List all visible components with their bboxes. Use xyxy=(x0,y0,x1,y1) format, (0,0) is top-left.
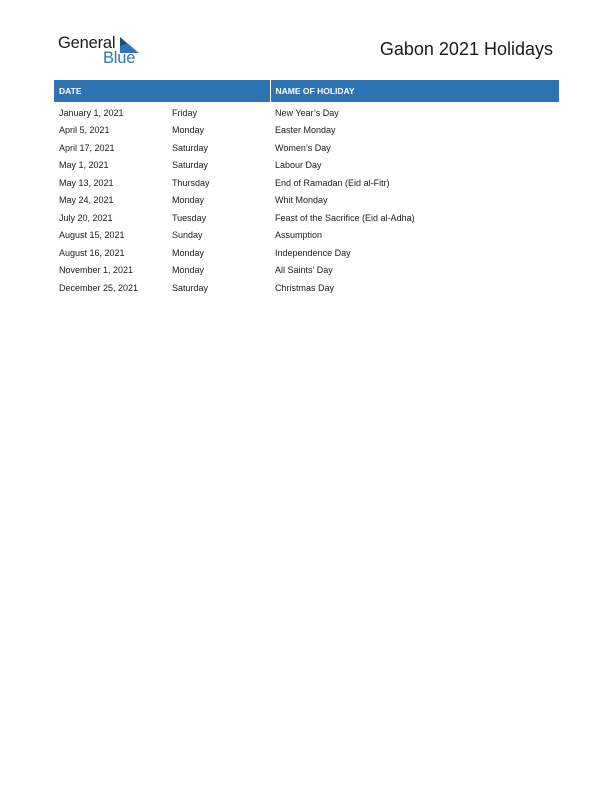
generalblue-logo xyxy=(58,34,148,70)
holiday-date-cell: August 16, 2021 xyxy=(59,247,125,258)
holiday-name-cell: End of Ramadan (Eid al-Fitr) xyxy=(275,177,390,188)
holiday-date-cell: January 1, 2021 xyxy=(59,107,124,118)
holiday-date-cell: November 1, 2021 xyxy=(59,265,134,276)
holiday-name-cell: New Year’s Day xyxy=(275,107,339,118)
holiday-name-cell: Labour Day xyxy=(275,160,322,171)
holidays-table xyxy=(54,80,559,297)
holiday-weekday-cell: Monday xyxy=(172,195,205,206)
holiday-date-cell: July 20, 2021 xyxy=(59,212,113,223)
holiday-date-cell: April 5, 2021 xyxy=(59,125,110,136)
holiday-weekday-cell: Monday xyxy=(172,247,205,258)
table-header-row xyxy=(54,80,559,102)
holiday-name-cell: All Saints’ Day xyxy=(275,265,333,276)
logo-word-blue: Blue xyxy=(103,49,136,67)
holiday-weekday-cell: Saturday xyxy=(172,142,209,153)
table-row xyxy=(54,244,559,262)
column-header-holiday-name: NAME OF HOLIDAY xyxy=(270,80,559,102)
holiday-date-cell: April 17, 2021 xyxy=(59,142,115,153)
table-row xyxy=(54,157,559,175)
table-row xyxy=(54,279,559,297)
table-row xyxy=(54,139,559,157)
holiday-name-cell: Christmas Day xyxy=(275,282,335,293)
holiday-weekday-cell: Monday xyxy=(172,125,205,136)
table-row xyxy=(54,262,559,280)
table-row xyxy=(54,174,559,192)
table-row xyxy=(54,227,559,245)
holiday-weekday-cell: Monday xyxy=(172,265,205,276)
page-title: Gabon 2021 Holidays xyxy=(379,39,553,59)
table-row xyxy=(54,102,559,122)
holiday-date-cell: August 15, 2021 xyxy=(59,230,125,241)
holiday-weekday-cell: Saturday xyxy=(172,160,209,171)
table-row xyxy=(54,122,559,140)
column-header-date: DATE xyxy=(54,80,270,102)
table-row xyxy=(54,192,559,210)
holiday-weekday-cell: Thursday xyxy=(172,177,210,188)
holiday-weekday-cell: Saturday xyxy=(172,282,209,293)
holiday-weekday-cell: Friday xyxy=(172,107,198,118)
table-body xyxy=(54,102,559,297)
holiday-name-cell: Assumption xyxy=(275,230,323,241)
logo-word-general: General xyxy=(58,34,116,52)
holiday-name-cell: Independence Day xyxy=(275,247,351,258)
holiday-date-cell: December 25, 2021 xyxy=(59,282,139,293)
holiday-date-cell: May 1, 2021 xyxy=(59,160,109,171)
holiday-name-cell: Feast of the Sacrifice (Eid al-Adha) xyxy=(275,212,415,223)
holiday-date-cell: May 13, 2021 xyxy=(59,177,114,188)
holiday-name-cell: Easter Monday xyxy=(275,125,336,136)
table-row xyxy=(54,209,559,227)
holiday-date-cell: May 24, 2021 xyxy=(59,195,114,206)
holiday-name-cell: Women’s Day xyxy=(275,142,331,153)
holiday-weekday-cell: Sunday xyxy=(172,230,203,241)
holiday-name-cell: Whit Monday xyxy=(275,195,328,206)
holiday-weekday-cell: Tuesday xyxy=(172,212,207,223)
